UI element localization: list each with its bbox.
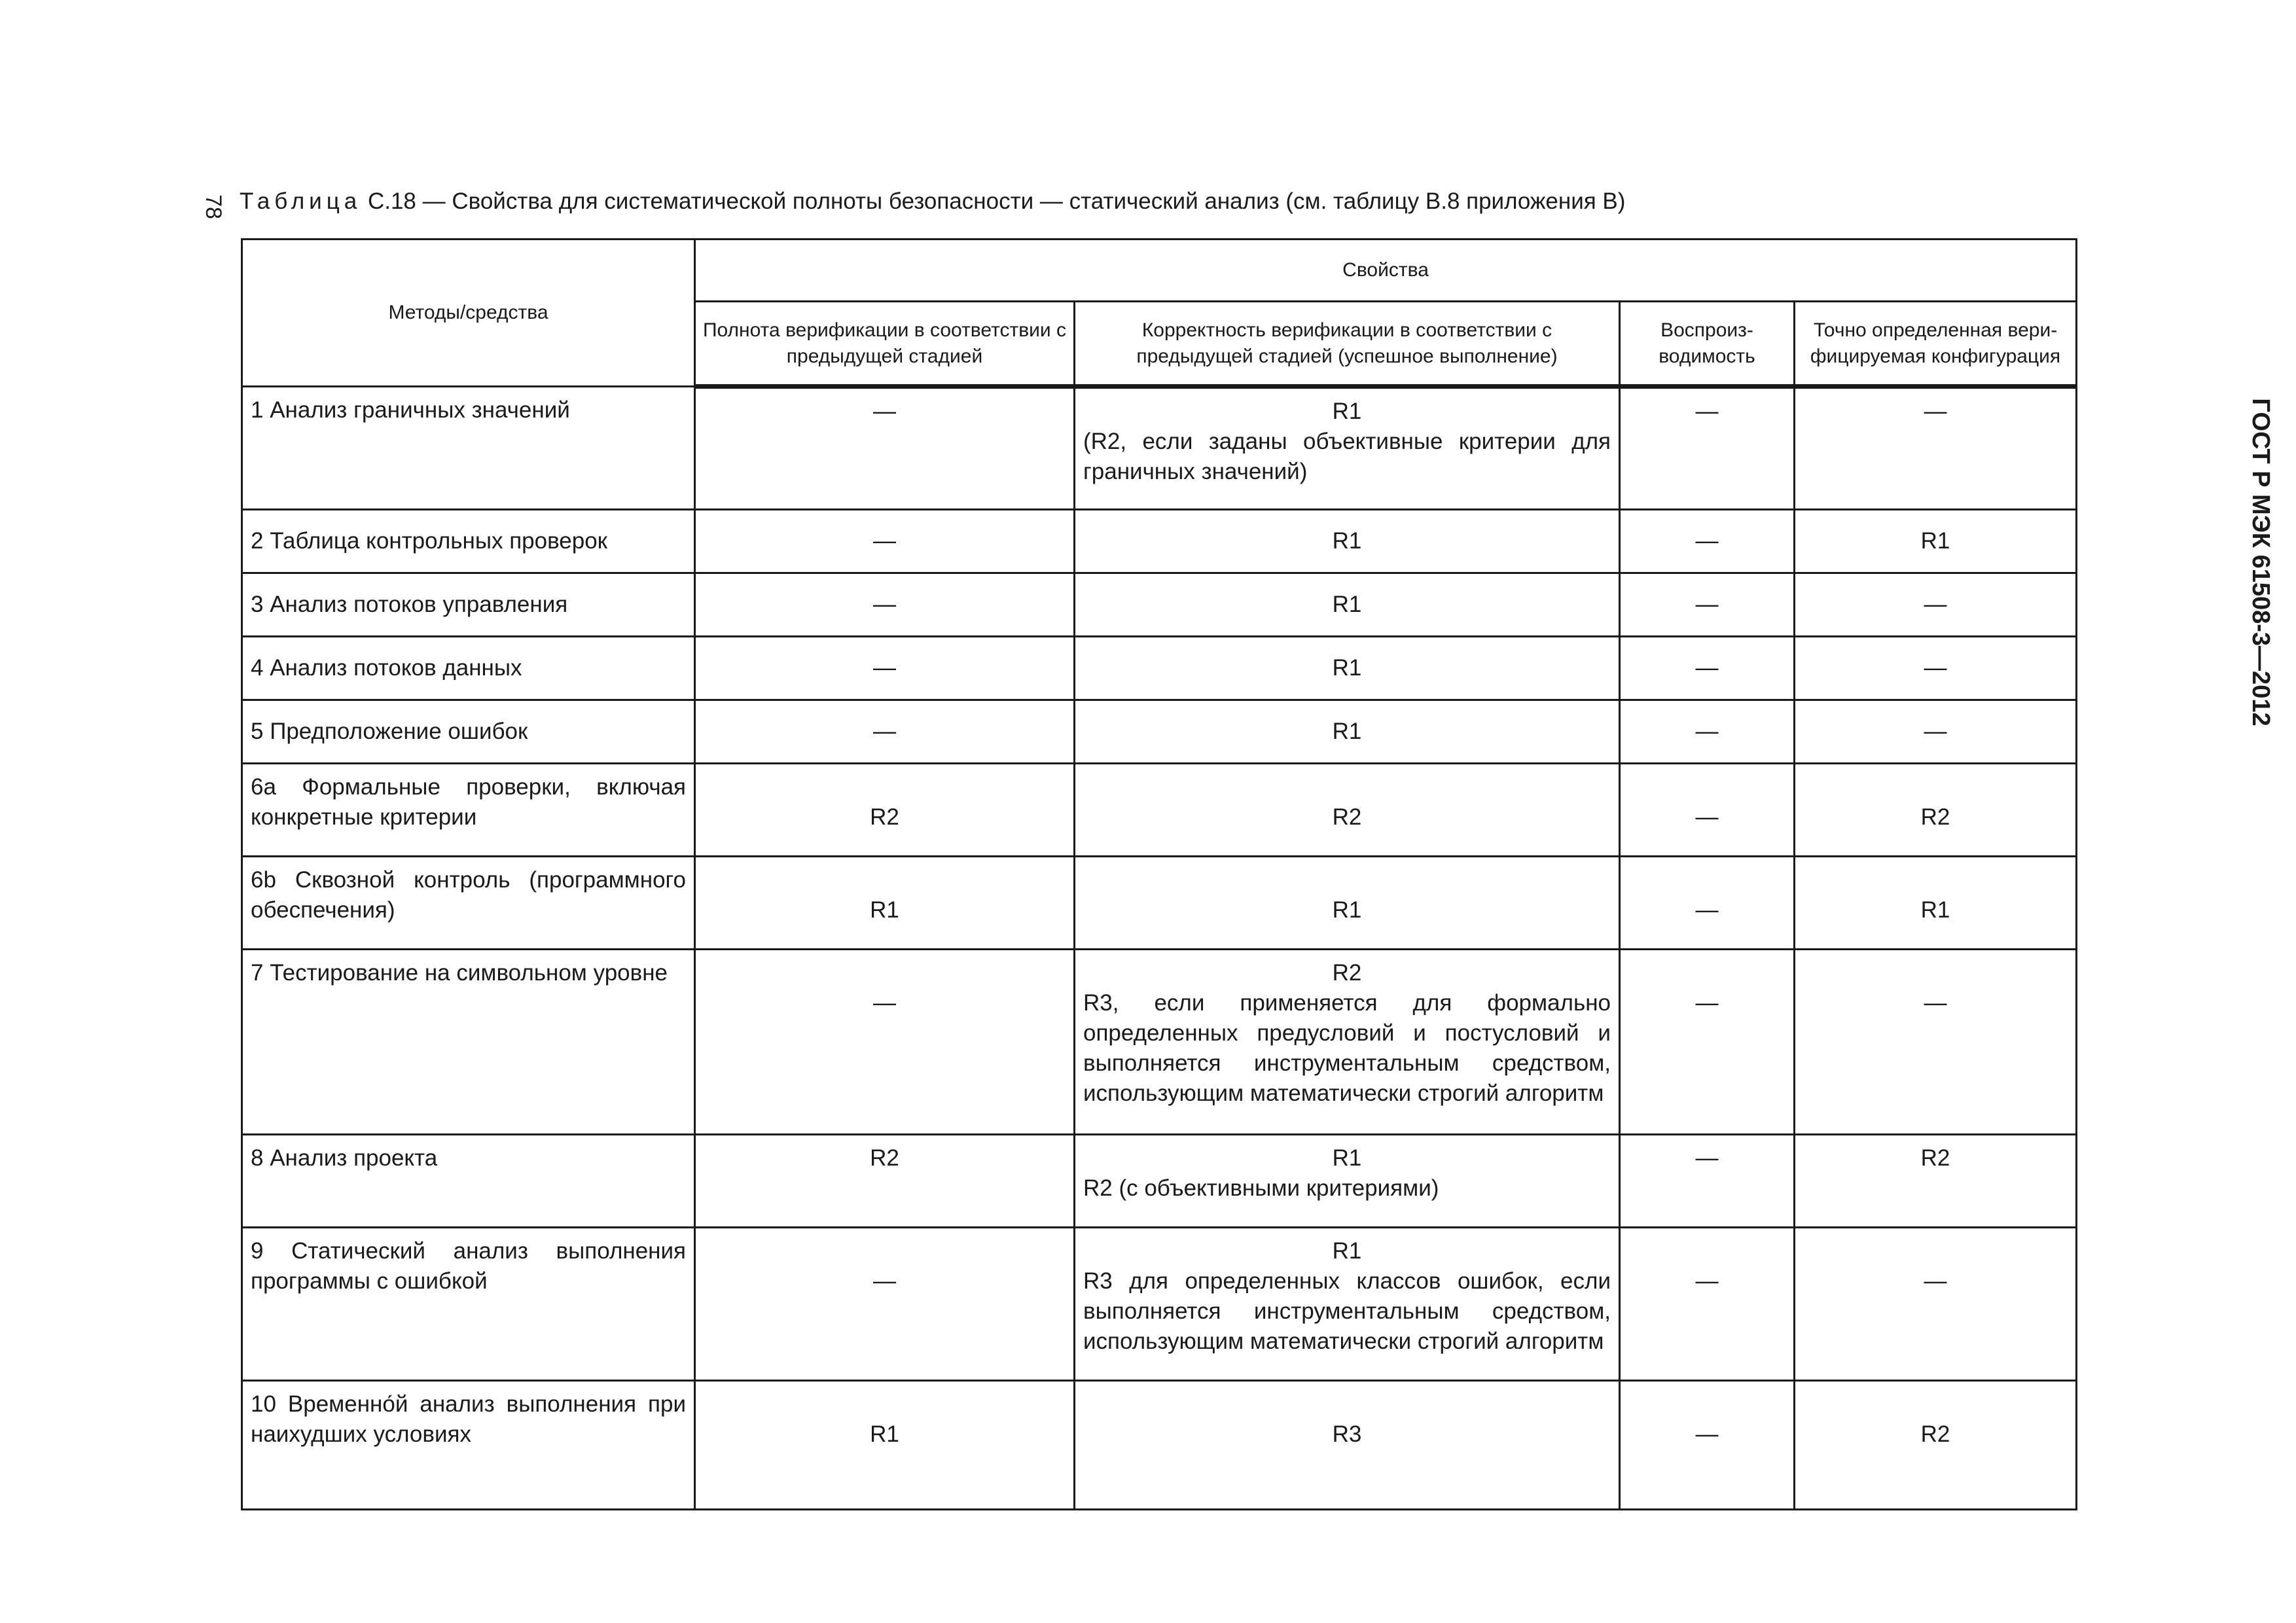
value-cell: — [1620,1381,1795,1510]
value-cell: R3 [1075,1381,1620,1510]
value-cell: — [1795,387,2077,510]
value-cell: — [1620,950,1795,1135]
value-cell: R1 [695,857,1075,950]
value-cell: — [695,573,1075,637]
header-col-repeatability: Воспроиз-водимость [1620,302,1795,387]
method-cell: 10 Временно́й анализ выполнения при наихудших условиях [242,1381,695,1510]
value-cell: R1 [1075,857,1620,950]
value-cell: — [1620,764,1795,857]
method-cell: 9 Статический анализ выполнения программы с ошибкой [242,1228,695,1381]
method-cell: 6b Сквозной контроль (программного обеспечения) [242,857,695,950]
caption-prefix: Таблица [240,188,362,214]
method-cell: 1 Анализ граничных значений [242,387,695,510]
value-cell: — [695,1228,1075,1381]
value-cell: — [1795,950,2077,1135]
header-col-correctness: Корректность верификации в соответствии с предыдущей стадией (успешное выполнение) [1075,302,1620,387]
value-cell [1075,387,1620,510]
table-row [242,1381,2077,1510]
method-cell: 6а Формальные проверки, включая конкретные критерии [242,764,695,857]
value-cell: — [695,950,1075,1135]
value-cell: — [1620,1135,1795,1228]
value-cell: R2 [1075,764,1620,857]
value-cell: — [1620,700,1795,764]
value-cell: R1 [1795,510,2077,573]
method-cell: 5 Предположение ошибок [242,700,695,764]
header-col-completeness: Полнота верификации в соответствии с предыдущей стадией [695,302,1075,387]
value-cell: — [695,510,1075,573]
table-row [242,637,2077,700]
value-cell: — [695,387,1075,510]
header-properties: Свойства [695,240,2077,302]
value-main: R1 [1332,1145,1362,1171]
value-note: (R2, если заданы объективные критерии для граничных значений) [1083,429,1611,484]
table-row [242,950,2077,1135]
method-cell: 2 Таблица контрольных проверок [242,510,695,573]
value-cell: — [1620,857,1795,950]
value-cell: — [1795,637,2077,700]
value-cell: R1 [1075,700,1620,764]
method-cell: 3 Анализ потоков управления [242,573,695,637]
value-cell: R1 [695,1381,1075,1510]
value-cell: — [695,637,1075,700]
value-cell: — [695,700,1075,764]
table-row [242,700,2077,764]
header-methods: Методы/средства [242,240,695,387]
value-cell: R2 [695,764,1075,857]
value-cell: R2 [1795,1135,2077,1228]
value-cell [1075,1228,1620,1381]
method-cell: 4 Анализ потоков данных [242,637,695,700]
table-caption [240,187,1625,217]
value-cell: — [1620,387,1795,510]
value-cell: R2 [1795,764,2077,857]
table-row [242,1228,2077,1381]
value-note: R2 (с объективными критериями) [1083,1175,1439,1201]
value-main: R2 [1332,960,1362,986]
page-number: 78 [201,194,226,219]
standard-code: ГОСТ Р МЭК 61508-3—2012 [2247,398,2274,726]
value-cell: — [1620,1228,1795,1381]
value-cell: R1 [1075,510,1620,573]
value-note: R3 для определенных классов ошибок, если выполняется инструментальным средством, использующим математически строгий алгоритм [1083,1268,1611,1354]
value-cell [1075,1135,1620,1228]
value-cell: — [1795,1228,2077,1381]
method-cell: 8 Анализ проекта [242,1135,695,1228]
value-cell: — [1620,510,1795,573]
table-row [242,764,2077,857]
table-row [242,573,2077,637]
table-row [242,387,2077,510]
value-cell: R1 [1795,857,2077,950]
table-row [242,857,2077,950]
method-cell: 7 Тестирование на символьном уровне [242,950,695,1135]
value-main: R1 [1332,399,1362,424]
value-cell: — [1620,637,1795,700]
value-cell: R1 [1075,637,1620,700]
value-cell: R2 [695,1135,1075,1228]
value-cell: — [1795,700,2077,764]
value-cell: R2 [1795,1381,2077,1510]
header-col-configuration: Точно определенная вери-фицируемая конфигурация [1795,302,2077,387]
caption-text: С.18 — Свойства для систематической полноты безопасности — статический анализ (см. таблицу В.8 приложения В) [361,188,1626,214]
value-main: R1 [1332,1238,1362,1264]
value-cell: — [1620,573,1795,637]
properties-table [241,238,2077,1510]
value-cell [1075,950,1620,1135]
table-row [242,510,2077,573]
value-cell: — [1795,573,2077,637]
table-row [242,1135,2077,1228]
value-note: R3, если применяется для формально определенных предусловий и постусловий и выполняется инструментальным средством, использующим математически строгий алгоритм [1083,990,1611,1106]
value-cell: R1 [1075,573,1620,637]
